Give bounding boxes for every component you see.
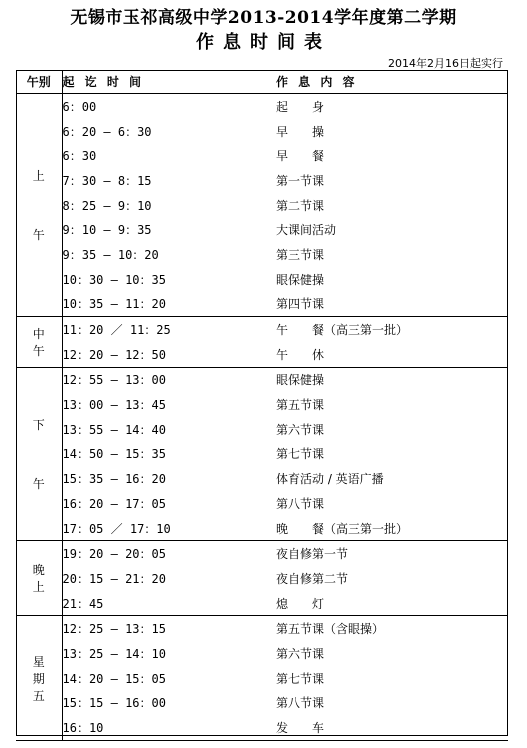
- table-row: [16, 691, 508, 716]
- time-cell: 13：00 — 13：45: [62, 398, 166, 413]
- table-row: [16, 715, 508, 740]
- time-cell: 7：30 — 8：15: [62, 173, 152, 188]
- time-cell: 16：20 — 17：05: [62, 496, 166, 511]
- table-row: [16, 591, 508, 616]
- activity-cell: 第五节课: [276, 398, 325, 413]
- activity-cell: 早 餐: [276, 149, 325, 164]
- time-cell: 14：20 — 15：05: [62, 671, 166, 686]
- table-row: [16, 342, 508, 367]
- time-cell: 12：55 — 13：00: [62, 373, 166, 388]
- activity-cell: 第一节课: [276, 173, 325, 188]
- activity-cell: 第八节课: [276, 696, 325, 711]
- activity-cell: 午 餐（高三第一批）: [276, 323, 409, 338]
- column-header-period: 午别: [16, 70, 62, 94]
- time-cell: 13：55 — 14：40: [62, 422, 166, 437]
- activity-cell: 眼保健操: [276, 373, 325, 388]
- table-header-row: [16, 70, 508, 94]
- period-label: 晚 上: [16, 541, 62, 616]
- time-cell: 8：25 — 9：10: [62, 198, 152, 213]
- activity-cell: 午 休: [276, 342, 508, 367]
- time-cell: 12：25 — 13：15: [62, 622, 166, 637]
- table-row: [16, 616, 508, 641]
- activity-cell: 第二节课: [276, 198, 325, 213]
- time-cell: 9：10 — 9：35: [62, 223, 152, 238]
- time-cell: 6：30: [62, 149, 97, 164]
- table-row: [16, 666, 508, 691]
- column-header-activity: 作 息 内 容: [276, 70, 508, 94]
- table-row: [16, 292, 508, 317]
- activity-cell: 第七节课: [276, 671, 325, 686]
- time-cell: 15：35 — 16：20: [62, 472, 166, 487]
- activity-cell: 眼保健操: [276, 272, 325, 287]
- time-cell: 15：15 — 16：00: [62, 696, 166, 711]
- time-cell: 6：20 — 6：30: [62, 124, 152, 139]
- time-cell: 11：20 ／ 11：25: [62, 323, 171, 338]
- table-row: [16, 417, 508, 442]
- schedule-body: [16, 94, 508, 741]
- activity-cell: 第六节课: [276, 646, 325, 661]
- time-cell: 12：20 — 12：50: [62, 342, 276, 367]
- time-cell: 17：05 ／ 17：10: [62, 516, 276, 541]
- activity-cell: 第八节课: [276, 496, 325, 511]
- activity-cell: 第四节课: [276, 292, 508, 317]
- activity-cell: 发 车: [276, 715, 508, 740]
- time-cell: 9：35 — 10：20: [62, 247, 159, 262]
- period-label: 星 期 五: [16, 616, 62, 740]
- table-row: [16, 94, 508, 119]
- activity-cell: 第七节课: [276, 447, 325, 462]
- table-row: [16, 193, 508, 218]
- effective-date: 2014年2月16日起实行: [388, 57, 503, 70]
- activity-cell: 夜自修第一节: [276, 547, 349, 562]
- time-cell: 10：30 — 10：35: [62, 272, 166, 287]
- table-row: [16, 491, 508, 516]
- activity-cell: 第六节课: [276, 422, 325, 437]
- table-row: [16, 367, 508, 392]
- activity-cell: 第五节课（含眼操）: [276, 622, 385, 637]
- time-cell: 13：25 — 14：10: [62, 646, 166, 661]
- table-row: [16, 566, 508, 591]
- table-row: [16, 317, 508, 342]
- period-label: 上 午: [16, 94, 62, 317]
- time-cell: 14：50 — 15：35: [62, 447, 166, 462]
- activity-cell: 熄 灯: [276, 591, 508, 616]
- column-header-time: 起 讫 时 间: [62, 70, 276, 94]
- table-row: [16, 392, 508, 417]
- table-row: [16, 516, 508, 541]
- table-row: [16, 143, 508, 168]
- activity-cell: 早 操: [276, 124, 325, 139]
- table-row: [16, 168, 508, 193]
- table-row: [16, 442, 508, 467]
- table-row: [16, 242, 508, 267]
- time-cell: 16：10: [62, 715, 276, 740]
- activity-cell: 第三节课: [276, 247, 325, 262]
- table-row: [16, 641, 508, 666]
- time-cell: 6：00: [62, 99, 97, 114]
- time-cell: 19：20 — 20：05: [62, 547, 166, 562]
- page-title: 作息时间表: [196, 32, 331, 53]
- time-cell: 21：45: [62, 591, 276, 616]
- activity-cell: 夜自修第二节: [276, 571, 349, 586]
- activity-cell: 晚 餐（高三第一批）: [276, 516, 508, 541]
- schedule-table: [16, 70, 508, 741]
- time-cell: 10：35 — 11：20: [62, 292, 276, 317]
- table-row: [16, 119, 508, 144]
- period-label: 中 午: [16, 317, 62, 367]
- activity-cell: 起 身: [276, 99, 325, 114]
- activity-cell: 体育活动 / 英语广播: [276, 472, 384, 487]
- table-row: [16, 541, 508, 566]
- activity-cell: 大课间活动: [276, 223, 337, 238]
- period-label: 下 午: [16, 367, 62, 541]
- table-row: [16, 267, 508, 292]
- time-cell: 20：15 — 21：20: [62, 571, 166, 586]
- table-row: [16, 217, 508, 242]
- table-row: [16, 466, 508, 491]
- school-title: 无锡市玉祁高级中学2013-2014学年度第二学期: [70, 8, 457, 28]
